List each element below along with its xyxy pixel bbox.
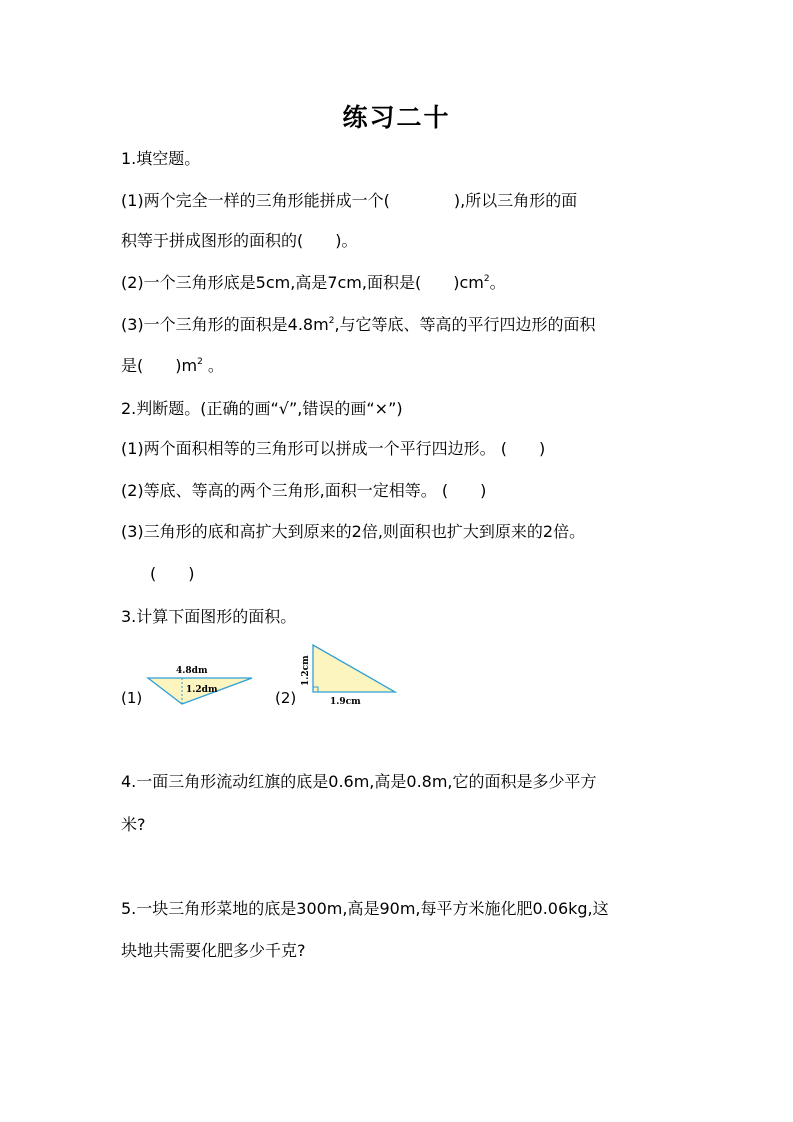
section1-q3-line2 — [121, 355, 224, 377]
section2-q1: (1)两个面积相等的三角形可以拼成一个平行四边形。 ( ) — [121, 439, 546, 458]
figure1-label: (1) — [121, 689, 143, 707]
section1-q1-line2: 积等于拼成图形的面积的( )。 — [121, 231, 358, 250]
section2-q2: (2)等底、等高的两个三角形,面积一定相等。 ( ) — [121, 481, 487, 500]
triangle2-height-label: 1.2cm — [301, 655, 311, 686]
section1-q2 — [121, 272, 506, 294]
page-title: 练习二十 — [342, 103, 451, 132]
figure2-triangle — [296, 638, 401, 713]
triangle2-shape — [313, 645, 395, 692]
section4-line2: 米? — [121, 815, 146, 834]
section5-line2: 块地共需要化肥多少千克? — [121, 941, 306, 960]
section1-q3-text-cont: ,与它等底、等高的平行四边形的面积 — [334, 315, 596, 334]
section1-q3-text: (3)一个三角形的面积是4.8m — [121, 315, 329, 334]
squared-superscript: 2 — [483, 274, 490, 284]
section1-q2-text: (2)一个三角形底是5cm,高是7cm,面积是( )cm — [121, 273, 484, 292]
triangle1-height-label: 1.2dm — [186, 685, 218, 695]
section2-heading: 2.判断题。(正确的画“√”,错误的画“×”) — [121, 399, 403, 418]
section4-line1: 4.一面三角形流动红旗的底是0.6m,高是0.8m,它的面积是多少平方 — [121, 772, 597, 791]
squared-superscript: 2 — [328, 316, 335, 326]
figure2-label: (2) — [275, 689, 297, 707]
figure1-triangle — [140, 655, 260, 710]
section5-line1: 5.一块三角形菜地的底是300m,高是90m,每平方米施化肥0.06kg,这 — [121, 899, 609, 918]
section1-q1-line1: (1)两个完全一样的三角形能拼成一个( ),所以三角形的面 — [121, 191, 578, 210]
section2-q3-line1: (3)三角形的底和高扩大到原来的2倍,则面积也扩大到原来的2倍。 — [121, 522, 586, 541]
section1-heading: 1.填空题。 — [121, 149, 201, 168]
section2-q3-answer-blank: ( ) — [150, 564, 195, 583]
squared-superscript: 2 — [197, 357, 203, 367]
section1-q2-end: 。 — [489, 273, 506, 292]
triangle2-base-label: 1.9cm — [330, 697, 361, 707]
section1-q3-line1 — [121, 314, 596, 336]
section1-q3-line2-end: 。 — [202, 356, 224, 375]
section3-heading: 3.计算下面图形的面积。 — [121, 607, 297, 626]
triangle1-base-label: 4.8dm — [176, 666, 208, 676]
section1-q3-line2-text: 是( )m — [121, 356, 198, 375]
